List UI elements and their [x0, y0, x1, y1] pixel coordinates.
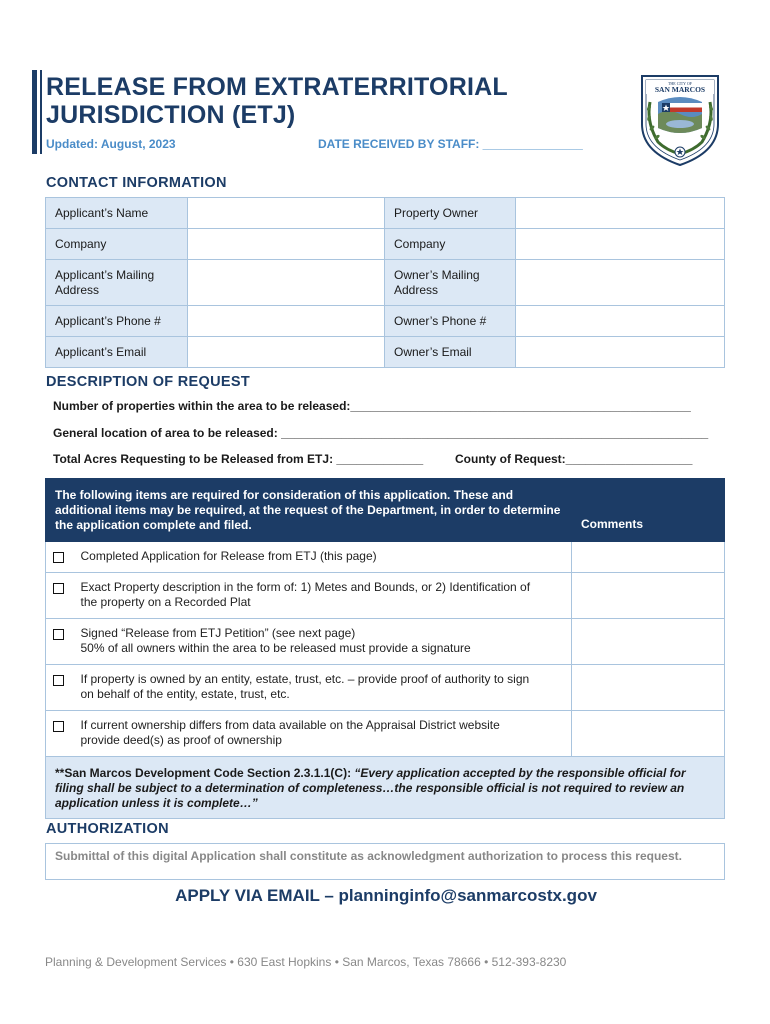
required-item-text	[72, 619, 572, 665]
required-item-text	[72, 711, 572, 757]
required-item-checkbox-cell	[46, 711, 72, 757]
required-item-checkbox-cell	[46, 542, 72, 573]
contact-row-mailing	[46, 260, 725, 306]
contact-row-name	[46, 198, 725, 229]
required-item-comment-field[interactable]	[572, 542, 725, 573]
required-item-line1: If property is owned by an entity, estate, trust, etc. – provide proof of authority to sign	[80, 672, 530, 686]
number-of-properties-field[interactable]: Number of properties within the area to be released:___________________________________________________	[53, 399, 691, 413]
development-code-note	[46, 757, 725, 819]
required-item-checkbox-cell	[46, 619, 72, 665]
property-owner-field[interactable]	[516, 198, 725, 229]
required-item-checkbox-cell	[46, 665, 72, 711]
owner-mailing-address-label: Owner’s Mailing Address	[385, 260, 516, 306]
required-item-text	[72, 573, 572, 619]
required-item-comment-field[interactable]	[572, 573, 725, 619]
general-location-field[interactable]: General location of area to be released: ________________________________________________________________	[53, 426, 709, 440]
development-code-note-row	[46, 757, 725, 819]
checkbox-proof-of-authority[interactable]	[53, 675, 64, 686]
authorization-heading: AUTHORIZATION	[46, 821, 169, 837]
form-header	[32, 70, 632, 154]
required-item-line2: the property on a Recorded Plat	[80, 595, 251, 609]
date-received-field: DATE RECEIVED BY STAFF: _______________	[318, 137, 583, 151]
required-item-line1: Completed Application for Release from ETJ (this page)	[80, 549, 377, 563]
required-item-checkbox-cell	[46, 573, 72, 619]
required-item-comment-field[interactable]	[572, 619, 725, 665]
apply-via-email-link[interactable]: APPLY VIA EMAIL – planninginfo@sanmarcostx.gov	[175, 886, 597, 905]
required-item-comment-field[interactable]	[572, 665, 725, 711]
required-item-text	[72, 665, 572, 711]
applicant-mailing-address-label: Applicant’s Mailing Address	[46, 260, 188, 306]
required-items-header-row	[46, 479, 725, 542]
required-item-line2: on behalf of the entity, estate, trust, etc.	[80, 687, 290, 701]
contact-row-phone	[46, 306, 725, 337]
required-item-row	[46, 711, 725, 757]
applicant-company-label: Company	[46, 229, 188, 260]
header-accent-bar-thin	[40, 70, 42, 154]
required-item-line2: provide deed(s) as proof of ownership	[80, 733, 282, 747]
required-item-row	[46, 542, 725, 573]
owner-company-label: Company	[385, 229, 516, 260]
applicant-name-field[interactable]	[188, 198, 385, 229]
required-item-text	[72, 542, 572, 573]
required-item-line1: Signed “Release from ETJ Petition” (see next page)	[80, 626, 356, 640]
required-item-row	[46, 573, 725, 619]
checkbox-completed-application[interactable]	[53, 552, 64, 563]
development-code-note-quote: “Every application accepted by the responsible official for filing shall be subject to a determination of completeness…the responsible official is not required to review an application unless it is complete…”	[55, 766, 686, 810]
city-seal-logo	[636, 72, 724, 168]
required-item-line1: Exact Property description in the form of: 1) Metes and Bounds, or 2) Identification of	[80, 580, 531, 594]
required-item-row	[46, 665, 725, 711]
contact-information-table	[45, 197, 725, 368]
required-items-table	[45, 478, 725, 819]
applicant-email-field[interactable]	[188, 337, 385, 368]
county-of-request-field[interactable]: County of Request:___________________	[455, 452, 693, 466]
owner-company-field[interactable]	[516, 229, 725, 260]
applicant-phone-label: Applicant’s Phone #	[46, 306, 188, 337]
footer-contact-info: Planning & Development Services • 630 East Hopkins • San Marcos, Texas 78666 • 512-393-8230	[45, 955, 567, 969]
description-of-request-heading: DESCRIPTION OF REQUEST	[46, 374, 250, 390]
property-owner-label: Property Owner	[385, 198, 516, 229]
contact-row-email	[46, 337, 725, 368]
svg-text:SAN MARCOS: SAN MARCOS	[654, 85, 706, 94]
development-code-note-prefix: **San Marcos Development Code Section 2.3.1.1(C):	[55, 766, 355, 780]
comments-column-header: Comments	[572, 479, 725, 542]
applicant-name-label: Applicant’s Name	[46, 198, 188, 229]
checkbox-property-description[interactable]	[53, 583, 64, 594]
applicant-email-label: Applicant’s Email	[46, 337, 188, 368]
owner-phone-field[interactable]	[516, 306, 725, 337]
required-item-row	[46, 619, 725, 665]
checkbox-signed-petition[interactable]	[53, 629, 64, 640]
checkbox-proof-of-ownership[interactable]	[53, 721, 64, 732]
owner-phone-label: Owner’s Phone #	[385, 306, 516, 337]
contact-row-company	[46, 229, 725, 260]
updated-date: Updated: August, 2023	[46, 137, 176, 151]
form-title-line1: RELEASE FROM EXTRATERRITORIAL	[46, 73, 508, 101]
required-item-comment-field[interactable]	[572, 711, 725, 757]
owner-email-label: Owner’s Email	[385, 337, 516, 368]
form-title	[46, 73, 508, 129]
form-title-line2: JURISDICTION (ETJ)	[46, 101, 296, 129]
owner-email-field[interactable]	[516, 337, 725, 368]
owner-mailing-address-field[interactable]	[516, 260, 725, 306]
applicant-mailing-address-field[interactable]	[188, 260, 385, 306]
required-item-line1: If current ownership differs from data available on the Appraisal District website	[80, 718, 500, 732]
applicant-company-field[interactable]	[188, 229, 385, 260]
authorization-statement: Submittal of this digital Application shall constitute as acknowledgment authorization to process this request.	[45, 843, 725, 880]
required-item-line2: 50% of all owners within the area to be released must provide a signature	[80, 641, 471, 655]
svg-text:THE CITY OF: THE CITY OF	[667, 81, 693, 86]
contact-information-heading: CONTACT INFORMATION	[46, 175, 227, 191]
applicant-phone-field[interactable]	[188, 306, 385, 337]
header-accent-bar	[32, 70, 37, 154]
total-acres-field[interactable]: Total Acres Requesting to be Released from ETJ: _____________	[53, 452, 424, 466]
required-items-instructions: The following items are required for consideration of this application. These and additional items may be required, at the request of the Department, in order to determine the application complete and filed.	[46, 479, 572, 542]
